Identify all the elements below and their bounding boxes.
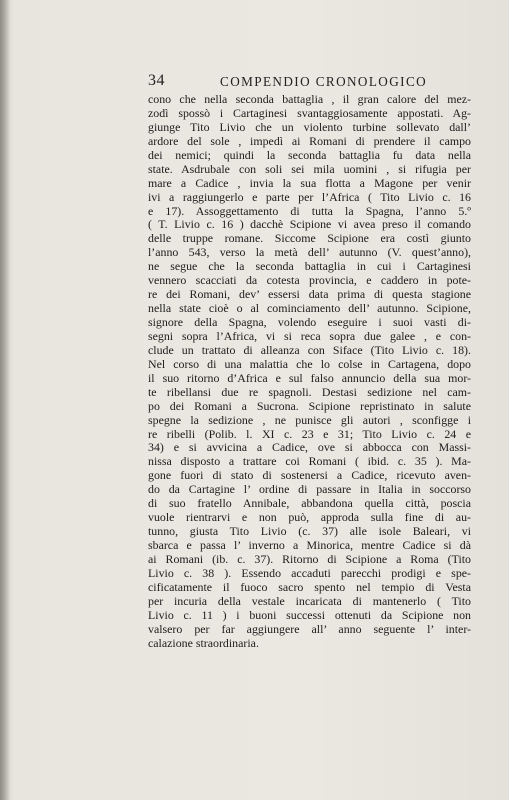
text-line: cificatamente il fuoco sacro spento nel tempio di Vesta: [148, 579, 471, 594]
text-line: il suo ritorno d’Africa e sul falso annuncio della sua mor-: [148, 370, 471, 385]
text-line: 34) e si avvicina a Cadice, ove si abbocca con Massi-: [148, 440, 471, 455]
text-line: nissa disposto a trattare coi Romani ( ibid. c. 35 ). Ma-: [148, 454, 471, 469]
text-line: sbarca e passa l’ inverno a Minorica, mentre Cadice si dà: [148, 538, 471, 552]
text-line: ardore del sole , impedì ai Romani di prendere il campo: [148, 133, 471, 148]
text-line: ne segue che la seconda battaglia in cui i Cartaginesi: [148, 259, 471, 274]
text-line: giunge Tito Livio che un violento turbine sollevato dall’: [148, 119, 471, 134]
text-line: nella state cioè o al cominciamento dell’ autunno. Scipione,: [148, 301, 471, 316]
text-line: tunno, giusta Tito Livio (c. 37) alle isole Baleari, vi: [148, 524, 471, 539]
text-line: spegne la sedizione , ne punisce gli autori , sconfigge i: [148, 412, 471, 427]
text-line: l’anno 543, verso la metà dell’ autunno (V. quest’anno),: [148, 245, 471, 260]
text-line: per incuria della vestale incaricata di mantenerlo ( Tito: [148, 593, 471, 608]
page-number: 34: [148, 72, 165, 89]
text-line: re ribelli (Polib. l. XI c. 23 e 31; Tito Livio c. 24 e: [148, 426, 471, 441]
page-header: [148, 72, 478, 92]
text-line: calazione straordinaria.: [148, 635, 259, 650]
text-line: cono che nella seconda battaglia , il gran calore del mez-: [148, 92, 471, 106]
text-line: e 17). Assoggettamento di tutta la Spagna, l’anno 5.º: [148, 203, 471, 218]
running-head: COMPENDIO CRONOLOGICO: [220, 74, 428, 89]
text-line: te ribellansi due re spagnoli. Destasi sedizione nel cam-: [148, 384, 471, 399]
text-line: Nel corso di una malattia che lo colse in Cartagena, dopo: [148, 356, 471, 371]
text-line: Livio c. 38 ). Essendo accaduti parecchi prodigi e spe-: [148, 565, 471, 580]
text-line: signore della Spagna, volendo eseguire i suoi vasti di-: [148, 315, 471, 329]
text-line: di suo fratello Annibale, abbandona quella città, poscia: [148, 496, 471, 511]
text-line: Livio c. 11 ) i buoni successi ottenuti da Scipione non: [148, 607, 471, 622]
text-line: vuole rientrarvi e non può, approda sulla fine di au-: [148, 510, 471, 525]
text-line: zodì spossò i Cartaginesi svantaggiosamente appostati. Ag-: [148, 105, 471, 120]
text-line: delle truppe romane. Siccome Scipione era costì giunto: [148, 231, 471, 246]
text-line: ( T. Livio c. 16 ) dacchè Scipione vi avea preso il comando: [148, 217, 471, 232]
text-line: clude un trattato di alleanza con Siface (Tito Livio c. 18).: [148, 342, 471, 357]
text-line: do da Cartagine l’ ordine di passare in Italia in soccorso: [148, 482, 471, 497]
text-line: valsero per far aggiungere all’ anno seguente l’ inter-: [148, 621, 471, 636]
text-line: dei nemici; quindi la seconda battaglia fu data nella: [148, 147, 471, 162]
text-line: re dei Romani, dev’ essersi data prima di questa stagione: [148, 287, 471, 302]
text-line: ai Romani (ib. c. 37). Ritorno di Scipione a Roma (Tito: [148, 551, 471, 566]
text-line: state. Asdrubale con soli sei mila uomini , si rifugia per: [148, 161, 471, 176]
page-gutter-shadow: [0, 0, 10, 800]
body-text: [148, 93, 471, 651]
text-line: mare a Cadice , invia la sua flotta a Magone per venir: [148, 175, 471, 190]
text-line: po dei Romani a Sucrona. Scipione repristinato in salute: [148, 398, 471, 413]
text-line: vennero scacciati da cotesta provincia, e caddero in pote-: [148, 273, 471, 288]
text-line: gone fuori di stato di sostenersi a Cadice, ricevuto aven-: [148, 468, 471, 483]
text-line: segni sopra l’Africa, vi si reca sopra due galee , e con-: [148, 328, 471, 343]
text-line: ivi a raggiungerlo e parte per l’Africa ( Tito Livio c. 16: [148, 189, 471, 204]
